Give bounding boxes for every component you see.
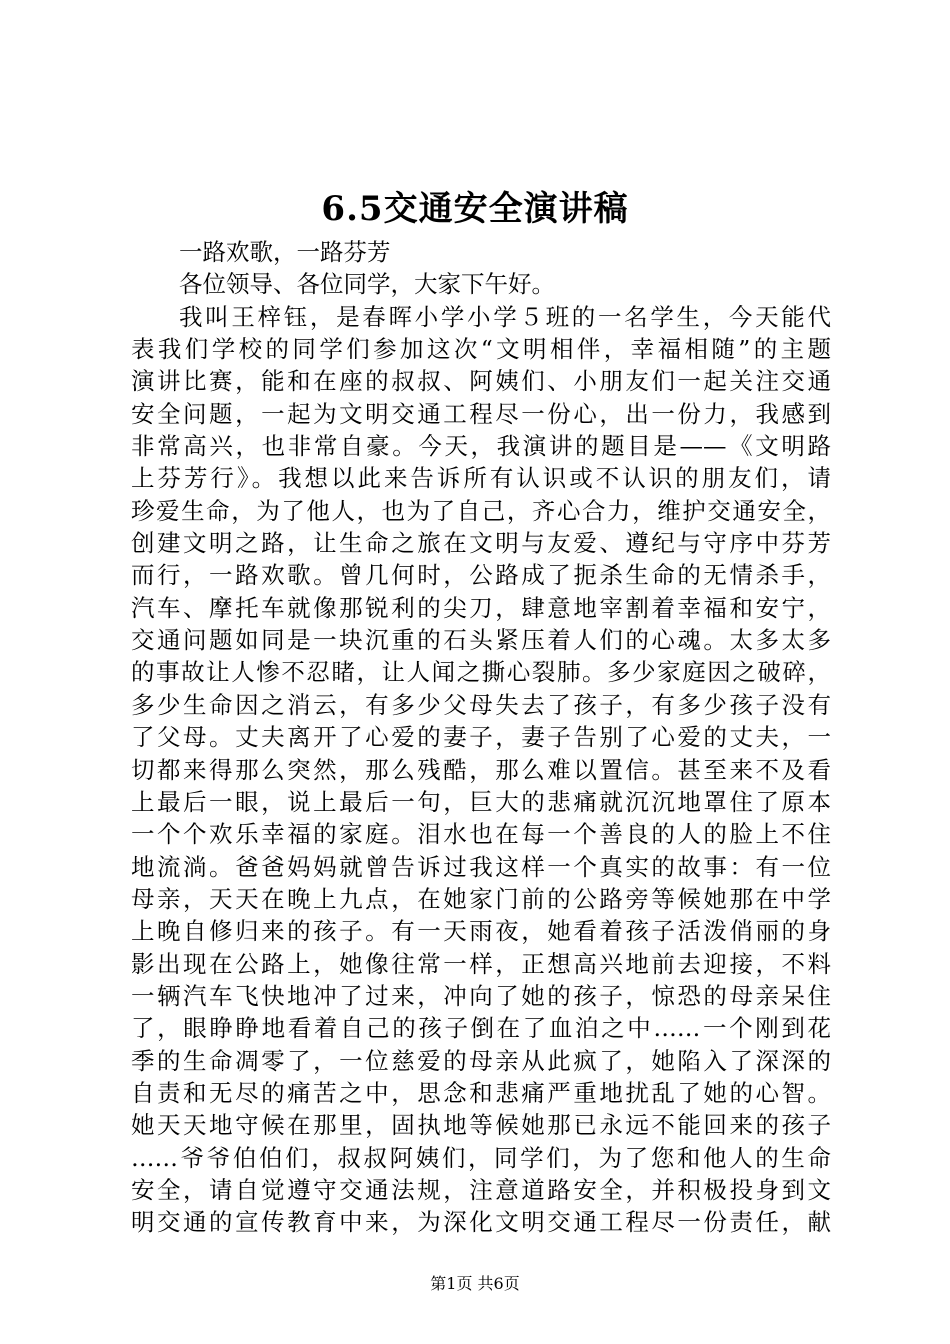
text-line: 多少生命因之消云，有多少父母失去了孩子，有多少孩子没有 (131, 690, 831, 719)
text-line: 非常高兴，也非常自豪。今天，我演讲的题目是——《文明路 (131, 432, 831, 461)
document-title: 6.5交通安全演讲稿 (321, 189, 629, 229)
text-line: 她天天地守候在那里，固执地等候她那已永远不能回来的孩子 (131, 1111, 831, 1140)
text-line: 安全问题，一起为文明交通工程尽一份心，出一份力，我感到 (131, 399, 831, 428)
text-line: 上最后一眼，说上最后一句，巨大的悲痛就沉沉地罩住了原本 (131, 787, 831, 816)
page-footer: 第1页 共6页 (430, 1274, 520, 1293)
text-line: 一路欢歌，一路芬芳 (179, 238, 391, 266)
text-line: 交通问题如同是一块沉重的石头紧压着人们的心魂。太多太多 (131, 626, 831, 655)
text-line: 影出现在公路上，她像往常一样，正想高兴地前去迎接，不料 (131, 949, 831, 978)
text-line: 表我们学校的同学们参加这次“文明相伴，幸福相随”的主题 (131, 335, 831, 364)
text-line: 一辆汽车飞快地冲了过来，冲向了她的孩子，惊恐的母亲呆住 (131, 981, 831, 1010)
text-line: 了，眼睁睁地看着自己的孩子倒在了血泊之中……一个刚到花 (131, 1014, 831, 1043)
text-line: ……爷爷伯伯们，叔叔阿姨们，同学们，为了您和他人的生命 (131, 1143, 831, 1172)
text-line: 的事故让人惨不忍睹，让人闻之撕心裂肺。多少家庭因之破碎， (131, 658, 831, 687)
text-line: 明交通的宣传教育中来，为深化文明交通工程尽一份责任，献 (131, 1208, 831, 1237)
text-line: 季的生命凋零了，一位慈爱的母亲从此疯了，她陷入了深深的 (131, 1046, 831, 1075)
document-body (131, 236, 831, 1239)
text-line: 安全，请自觉遵守交通法规，注意道路安全，并积极投身到文 (131, 1175, 831, 1204)
text-line: 各位领导、各位同学，大家下午好。 (179, 270, 555, 299)
text-line: 切都来得那么突然，那么残酷，那么难以置信。甚至来不及看 (131, 755, 831, 784)
text-line: 自责和无尽的痛苦之中，思念和悲痛严重地扰乱了她的心智。 (131, 1078, 831, 1107)
text-line: 上芬芳行》。我想以此来告诉所有认识或不认识的朋友们，请 (131, 464, 831, 493)
text-line: 母亲，天天在晚上九点，在她家门前的公路旁等候她那在中学 (131, 884, 831, 913)
text-line: 我叫王梓钰，是春晖小学小学５班的一名学生，今天能代 (179, 302, 831, 331)
text-line: 而行，一路欢歌。曾几何时，公路成了扼杀生命的无情杀手， (131, 561, 831, 590)
text-line: 一个个欢乐幸福的家庭。泪水也在每一个善良的人的脸上不住 (131, 820, 831, 849)
text-line: 汽车、摩托车就像那锐利的尖刀，肆意地宰割着幸福和安宁， (131, 593, 831, 622)
text-line: 了父母。丈夫离开了心爱的妻子，妻子告别了心爱的丈夫，一 (131, 723, 831, 752)
text-line: 演讲比赛，能和在座的叔叔、阿姨们、小朋友们一起关注交通 (131, 367, 831, 396)
text-line: 上晚自修归来的孩子。有一天雨夜，她看着孩子活泼俏丽的身 (131, 917, 831, 946)
text-line: 创建文明之路，让生命之旅在文明与友爱、遵纪与守序中芬芳 (131, 529, 831, 558)
text-line: 地流淌。爸爸妈妈就曾告诉过我这样一个真实的故事：有一位 (131, 852, 831, 881)
text-line: 珍爱生命，为了他人，也为了自己，齐心合力，维护交通安全， (131, 496, 831, 525)
